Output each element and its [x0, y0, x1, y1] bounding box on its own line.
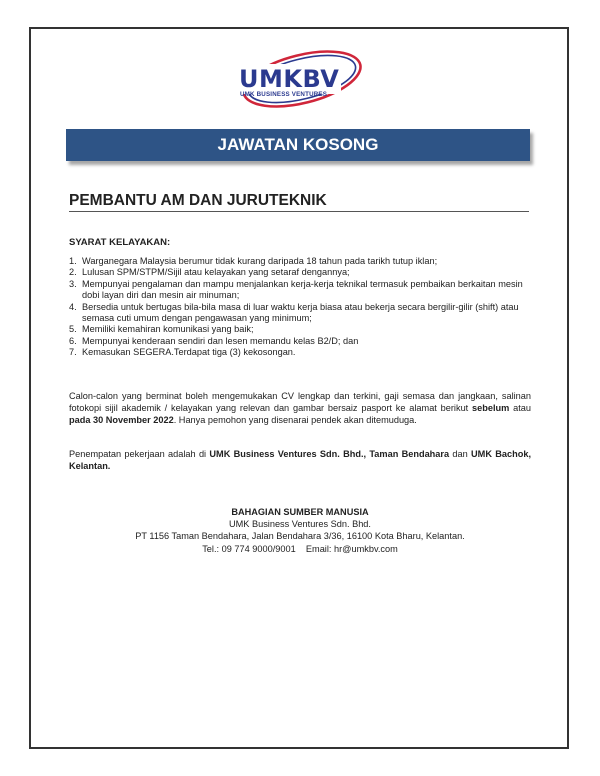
list-item [69, 279, 531, 302]
placement-paragraph: Penempatan pekerjaan adalah di UMK Business Ventures Sdn. Bhd., Taman Bendahara dan UMK Bachok, Kelantan. [69, 449, 531, 471]
logo-wordmark: UMKBV [239, 65, 340, 93]
umkbv-logo [229, 46, 369, 112]
requirements-heading: SYARAT KELAYAKAN: [69, 237, 171, 248]
placement-location-2: UMK Bachok, Kelantan. [69, 449, 531, 471]
job-title: PEMBANTU AM DAN JURUTEKNIK [69, 192, 327, 209]
item-text: Kemasukan SEGERA.Terdapat tiga (3) kekosongan. [82, 347, 296, 358]
item-text: Warganegara Malaysia berumur tidak kurang daripada 18 tahun pada tarikh tutup iklan; [82, 256, 438, 266]
item-number: 5. [69, 324, 77, 335]
contact-line [69, 543, 531, 555]
list-item [69, 256, 531, 267]
company-address: PT 1156 Taman Bendahara, Jalan Bendahara 3/36, 16100 Kota Bharu, Kelantan. [135, 531, 465, 542]
list-item [69, 336, 531, 347]
item-text: Lulusan SPM/STPM/Sijil atau kelayakan yang setaraf dengannya; [82, 267, 350, 278]
list-item [69, 324, 531, 335]
title-underline [69, 211, 529, 212]
item-number: 7. [69, 347, 77, 358]
item-text: Mempunyai kenderaan sendiri dan lesen memandu kelas B2/D; dan [82, 335, 359, 346]
item-number: 6. [69, 335, 77, 346]
phone-number: Tel.: 09 774 9000/9001 [202, 543, 296, 554]
deadline-before: sebelum [472, 403, 510, 413]
item-text: Memiliki kemahiran komunikasi yang baik; [82, 324, 254, 335]
requirements-list [69, 256, 531, 359]
list-item [69, 347, 531, 358]
list-item [69, 267, 531, 278]
item-number: 3. [69, 278, 77, 289]
contact-block [69, 506, 531, 555]
company-name: UMK Business Ventures Sdn. Bhd. [229, 519, 371, 530]
item-text: Bersedia untuk bertugas bila-bila masa di luar waktu kerja biasa atau bekerja secara bergilir-gilir (shift) atau semasa cuti umum dengan pengawasan yang minimum; [82, 301, 519, 324]
email-address[interactable]: Email: hr@umkbv.com [305, 543, 398, 554]
logo-subtitle: UMK BUSINESS VENTURES [240, 91, 328, 98]
item-number: 4. [69, 301, 77, 312]
item-number: 2. [69, 267, 77, 278]
list-item [69, 302, 531, 325]
deadline-date: pada 30 November 2022 [69, 415, 174, 425]
application-paragraph: Calon-calon yang berminat boleh mengemukakan CV lengkap dan terkini, gaji semasa dan jangkaan, salinan fotokopi sijil akademik / kelayakan yang relevan dan gambar bersaiz pasport ke alamat berikut sebelum atau pada 30 November 2022. Hanya pemohon yang disenarai pendek akan ditemuduga. [69, 391, 531, 425]
placement-location-1: UMK Business Ventures Sdn. Bhd., Taman Bendahara [209, 449, 450, 459]
item-text: Mempunyai pengalaman dan mampu menjalankan kerja-kerja teknikal termasuk pembaikan berkaitan mesin dobi layan diri dan mesin air minuman; [82, 278, 523, 301]
department-name: BAHAGIAN SUMBER MANUSIA [231, 507, 369, 517]
item-number: 1. [69, 256, 77, 266]
vacancy-banner: JAWATAN KOSONG [66, 129, 530, 161]
